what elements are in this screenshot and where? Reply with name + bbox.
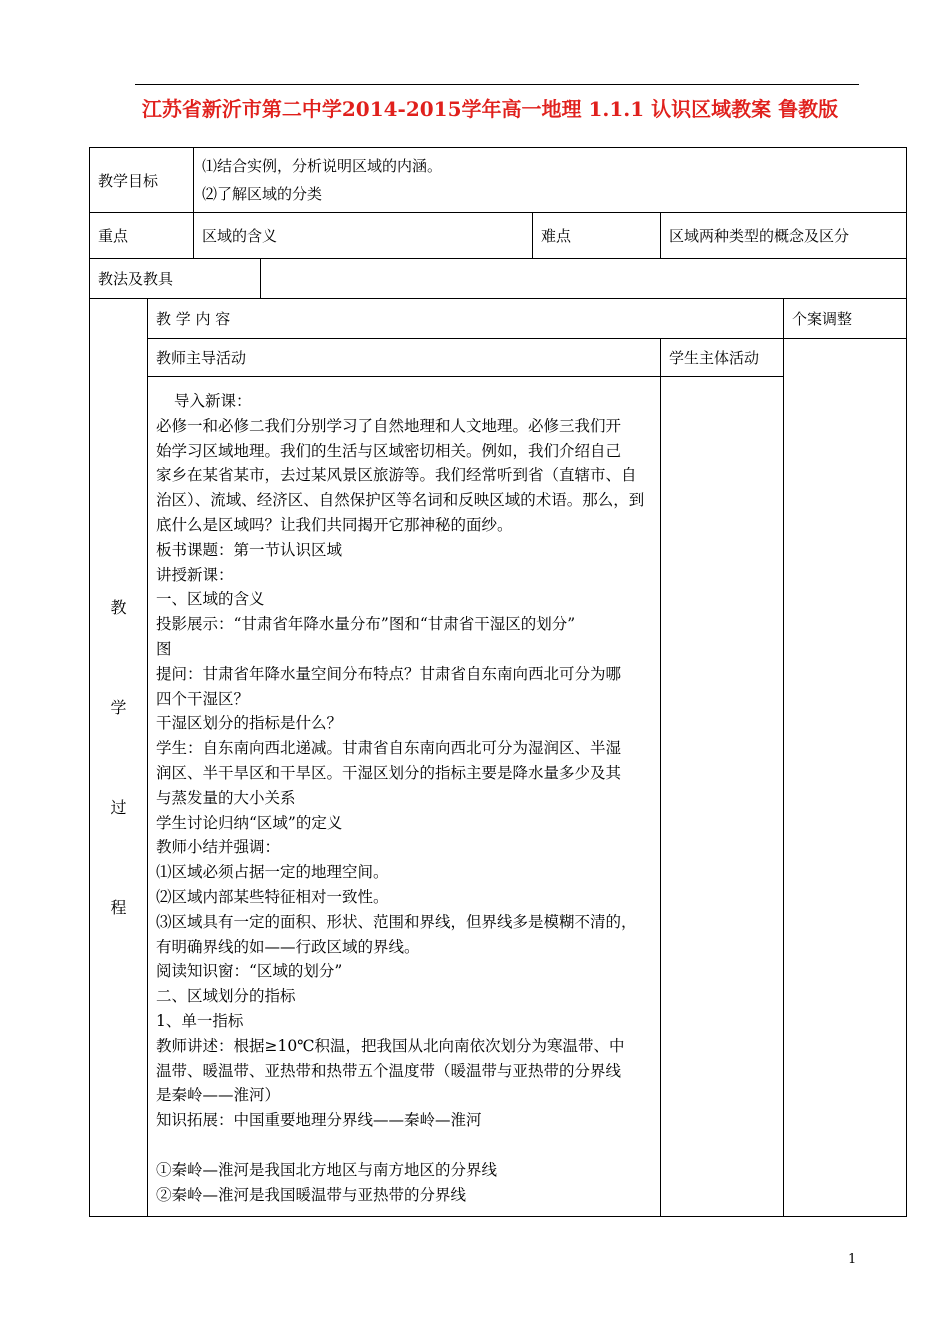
difficulty-value: 区域两种类型的概念及区分 (661, 213, 907, 259)
content-line: 温带、暖温带、亚热带和热带五个温度带（暖温带与亚热带的分界线 (156, 1061, 622, 1080)
content-line: ①秦岭—淮河是我国北方地区与南方地区的分界线 (156, 1160, 498, 1179)
key-point-value: 区域的含义 (194, 213, 533, 259)
page-number: 1 (848, 1252, 857, 1267)
adjust-header: 个案调整 (784, 299, 907, 339)
methods-label: 教法及教具 (90, 259, 261, 299)
student-activity-content (661, 377, 784, 1217)
content-line: 阅读知识窗：“区域的划分” (156, 962, 343, 981)
methods-row (90, 259, 907, 299)
teacher-header: 教师主导活动 (148, 339, 661, 377)
content-line: 教师讲述：根据≥10℃积温，把我国从北向南依次划分为寒温带、中 (156, 1036, 625, 1055)
content-line: 投影展示：“甘肃省年降水量分布”图和“甘肃省干湿区的划分” (156, 615, 576, 634)
content-line: 板书课题：第一节认识区域 (156, 540, 343, 559)
content-line: ⑵区域内部某些特征相对一致性。 (156, 887, 389, 906)
process-label: 教 学 过 程 (90, 299, 148, 1217)
content-line: 导入新课： (174, 392, 252, 410)
content-line: 讲授新课： (156, 565, 234, 584)
content-line: 图 (156, 639, 172, 658)
goal-item: ⑵了解区域的分类 (202, 185, 323, 203)
content-line: 提问：甘肃省年降水量空间分布特点？甘肃省自东南向西北可分为哪 (156, 664, 622, 683)
student-header: 学生主体活动 (661, 339, 784, 377)
content-header-row (90, 299, 907, 339)
content-line: 家乡在某省某市，去过某风景区旅游等。我们经常听到省（直辖市、自 (156, 466, 637, 485)
methods-value (261, 259, 907, 299)
content-line: 是秦岭——淮河） (156, 1086, 281, 1105)
lesson-plan-table (89, 147, 907, 1217)
content-line: 学生：自东南向西北递减。甘肃省自东南向西北可分为湿润区、半湿 (156, 739, 622, 758)
teacher-activity-content (148, 377, 661, 1217)
content-line: 知识拓展：中国重要地理分界线——秦岭—淮河 (156, 1111, 482, 1130)
content-line: 与蒸发量的大小关系 (156, 788, 296, 807)
content-line: 一、区域的含义 (156, 590, 265, 609)
content-line: 润区、半干旱区和干旱区。干湿区划分的指标主要是降水量多少及其 (156, 763, 622, 782)
document-title: 江苏省新沂市第二中学2014-2015学年高一地理 1.1.1 认识区域教案 鲁教版 (141, 97, 839, 121)
difficulty-label: 难点 (533, 213, 661, 259)
goals-content (194, 148, 907, 213)
content-line: ②秦岭—淮河是我国暖温带与亚热带的分界线 (156, 1185, 467, 1204)
content-line: 干湿区划分的指标是什么？ (156, 714, 343, 733)
content-line: 四个干湿区？ (156, 689, 250, 708)
content-header: 教 学 内 容 (148, 299, 784, 339)
goal-item: ⑴结合实例，分析说明区域的内涵。 (202, 157, 443, 175)
adjust-column (784, 339, 907, 1217)
header-rule (135, 84, 859, 85)
goals-row (90, 148, 907, 213)
key-row (90, 213, 907, 259)
content-line: 教师小结并强调： (156, 838, 281, 857)
content-line: ⑴区域必须占据一定的地理空间。 (156, 863, 389, 882)
activity-header-row (90, 339, 907, 377)
content-line (156, 1133, 652, 1158)
goals-label: 教学目标 (90, 148, 194, 213)
content-line: 学生讨论归纳“区域”的定义 (156, 813, 343, 832)
key-point-label: 重点 (90, 213, 194, 259)
content-line: 1、单一指标 (156, 1011, 244, 1030)
content-line: 底什么是区域吗？让我们共同揭开它那神秘的面纱。 (156, 515, 513, 534)
content-line: 二、区域划分的指标 (156, 987, 296, 1006)
content-line: 有明确界线的如——行政区域的界线。 (156, 937, 420, 956)
content-line: 治区）、流域、经济区、自然保护区等名词和反映区域的术语。那么，到 (156, 491, 645, 510)
content-line: 必修一和必修二我们分别学习了自然地理和人文地理。必修三我们开 (156, 416, 622, 435)
content-line: 始学习区域地理。我们的生活与区域密切相关。例如，我们介绍自己 (156, 441, 622, 460)
content-line: ⑶区域具有一定的面积、形状、范围和界线，但界线多是模糊不清的， (156, 912, 637, 931)
